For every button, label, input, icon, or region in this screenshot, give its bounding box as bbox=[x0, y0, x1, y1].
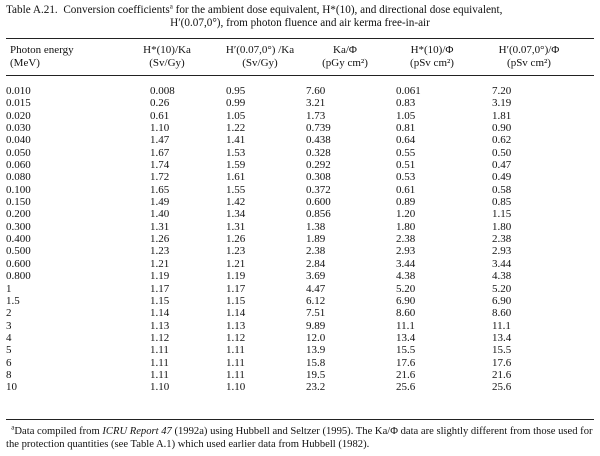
table-cell: 0.372 bbox=[306, 183, 331, 196]
table-cell: 17.6 bbox=[492, 356, 512, 369]
header-ka-phi: Ka/Φ (pGy cm²) bbox=[322, 44, 368, 69]
table-cell: 1.67 bbox=[150, 146, 170, 159]
table-row bbox=[6, 171, 594, 183]
table-cell: 1.22 bbox=[226, 122, 246, 135]
table-cell: 8.60 bbox=[396, 307, 416, 320]
table-cell: 7.51 bbox=[306, 307, 326, 320]
table-cell: 6.90 bbox=[396, 294, 416, 307]
table-cell: 1.89 bbox=[306, 233, 326, 246]
table-cell: 1.05 bbox=[226, 109, 246, 122]
table-cell: 4 bbox=[6, 331, 12, 344]
table-cell: 0.51 bbox=[396, 159, 416, 172]
table-cell: 1.14 bbox=[150, 307, 170, 320]
table-cell: 0.83 bbox=[396, 97, 416, 110]
table-cell: 1.10 bbox=[226, 381, 246, 394]
table-cell: 0.49 bbox=[492, 171, 512, 184]
table-cell: 1.05 bbox=[396, 109, 416, 122]
table-row bbox=[6, 270, 594, 282]
table-cell: 5.20 bbox=[396, 282, 416, 295]
table-cell: 1.11 bbox=[226, 368, 245, 381]
table-cell: 1.12 bbox=[150, 331, 170, 344]
table-cell: 0.81 bbox=[396, 122, 416, 135]
table-cell: 25.6 bbox=[396, 381, 416, 394]
table-cell: 3.21 bbox=[306, 97, 326, 110]
table-cell: 0.438 bbox=[306, 134, 331, 147]
top-rule bbox=[6, 38, 594, 39]
table-cell: 4.47 bbox=[306, 282, 326, 295]
table-row bbox=[6, 208, 594, 220]
table-cell: 1.19 bbox=[150, 270, 170, 283]
table-cell: 1.13 bbox=[226, 319, 246, 332]
table-cell: 6 bbox=[6, 356, 12, 369]
table-cell: 1.38 bbox=[306, 220, 326, 233]
table-row bbox=[6, 85, 594, 97]
table-cell: 0.008 bbox=[150, 85, 175, 97]
table-cell: 5.20 bbox=[492, 282, 512, 295]
table-row bbox=[6, 357, 594, 369]
table-cell: 1.21 bbox=[150, 257, 170, 270]
table-cell: 0.050 bbox=[6, 146, 31, 159]
table-row bbox=[6, 369, 594, 381]
table-row bbox=[6, 147, 594, 159]
table-cell: 7.20 bbox=[492, 85, 512, 97]
caption-line-1: Table A.21. Conversion coefficients$^a$ for the ambient dose equivalent, H*(10), and directional dose equivalent, bbox=[6, 2, 503, 16]
table-cell: 2.93 bbox=[396, 245, 416, 258]
table-row bbox=[6, 196, 594, 208]
table-caption bbox=[6, 4, 594, 30]
table-row bbox=[6, 233, 594, 245]
table-cell: 0.26 bbox=[150, 97, 170, 110]
table-cell: 1.31 bbox=[226, 220, 246, 233]
header-h10-phi: H*(10)/Φ (pSv cm²) bbox=[410, 44, 454, 69]
table-cell: 1.61 bbox=[226, 171, 246, 184]
table-cell: 8.60 bbox=[492, 307, 512, 320]
table-cell: 1.80 bbox=[396, 220, 416, 233]
header-rule bbox=[6, 75, 594, 76]
table-cell: 5 bbox=[6, 344, 12, 357]
table-cell: 2.38 bbox=[306, 245, 326, 258]
table-cell: 0.85 bbox=[492, 196, 512, 209]
table-cell: 0.500 bbox=[6, 245, 31, 258]
table-cell: 1.73 bbox=[306, 109, 326, 122]
table-cell: 0.080 bbox=[6, 171, 31, 184]
table-cell: 0.328 bbox=[306, 146, 331, 159]
table-row bbox=[6, 110, 594, 122]
table-cell: 1.26 bbox=[150, 233, 170, 246]
table-cell: 1.53 bbox=[226, 146, 246, 159]
header-h007-phi: H′(0.07,0°)/Φ (pSv cm²) bbox=[498, 44, 560, 69]
table-cell: 1.10 bbox=[150, 122, 170, 135]
table-cell: 1.55 bbox=[226, 183, 246, 196]
table-cell: 3 bbox=[6, 319, 12, 332]
table-cell: 1.14 bbox=[226, 307, 246, 320]
table-cell: 2.38 bbox=[396, 233, 416, 246]
table-cell: 1.20 bbox=[396, 208, 416, 221]
data-table bbox=[6, 85, 594, 394]
table-cell: 13.9 bbox=[306, 344, 326, 357]
table-cell: 0.856 bbox=[306, 208, 331, 221]
table-cell: 1.11 bbox=[150, 368, 169, 381]
table-cell: 0.061 bbox=[396, 85, 421, 97]
table-cell: 1.17 bbox=[226, 282, 246, 295]
table-cell: 25.6 bbox=[492, 381, 512, 394]
table-cell: 0.61 bbox=[396, 183, 416, 196]
table-cell: 1.81 bbox=[492, 109, 512, 122]
table-cell: 3.44 bbox=[492, 257, 512, 270]
table-cell: 0.030 bbox=[6, 122, 31, 135]
table-cell: 3.19 bbox=[492, 97, 512, 110]
table-cell: 0.53 bbox=[396, 171, 416, 184]
table-cell: 1.15 bbox=[226, 294, 246, 307]
table-cell: 0.015 bbox=[6, 97, 31, 110]
table-cell: 0.308 bbox=[306, 171, 331, 184]
table-cell: 0.62 bbox=[492, 134, 512, 147]
table-cell: 1.11 bbox=[150, 356, 169, 369]
table-cell: 8 bbox=[6, 368, 12, 381]
table-cell: 1.10 bbox=[150, 381, 170, 394]
bottom-rule bbox=[6, 419, 594, 420]
table-row bbox=[6, 245, 594, 257]
table-row bbox=[6, 221, 594, 233]
table-cell: 0.99 bbox=[226, 97, 246, 110]
table-cell: 1.34 bbox=[226, 208, 246, 221]
table-cell: 1.26 bbox=[226, 233, 246, 246]
table-cell: 2.38 bbox=[492, 233, 512, 246]
table-cell: 15.8 bbox=[306, 356, 326, 369]
table-cell: 0.100 bbox=[6, 183, 31, 196]
table-cell: 1.31 bbox=[150, 220, 170, 233]
table-cell: 1.23 bbox=[150, 245, 170, 258]
table-cell: 1.65 bbox=[150, 183, 170, 196]
table-cell: 0.010 bbox=[6, 85, 31, 97]
table-cell: 0.739 bbox=[306, 122, 331, 135]
table-cell: 13.4 bbox=[396, 331, 416, 344]
table-cell: 4.38 bbox=[396, 270, 416, 283]
table-cell: 1.15 bbox=[150, 294, 170, 307]
table-cell: 1.11 bbox=[226, 344, 245, 357]
table-row bbox=[6, 283, 594, 295]
table-cell: 0.64 bbox=[396, 134, 416, 147]
table-cell: 1.11 bbox=[150, 344, 169, 357]
table-cell: 9.89 bbox=[306, 319, 326, 332]
table-cell: 21.6 bbox=[396, 368, 416, 381]
table-cell: 0.95 bbox=[226, 85, 246, 97]
table-row bbox=[6, 97, 594, 109]
table-cell: 21.6 bbox=[492, 368, 512, 381]
table-cell: 0.400 bbox=[6, 233, 31, 246]
table-cell: 0.150 bbox=[6, 196, 31, 209]
table-cell: 1.11 bbox=[226, 356, 245, 369]
table-row bbox=[6, 258, 594, 270]
table-cell: 0.50 bbox=[492, 146, 512, 159]
table-cell: 0.200 bbox=[6, 208, 31, 221]
table-cell: 15.5 bbox=[492, 344, 512, 357]
table-cell: 0.90 bbox=[492, 122, 512, 135]
table-cell: 1.19 bbox=[226, 270, 246, 283]
table-cell: 1.13 bbox=[150, 319, 170, 332]
table-cell: 15.5 bbox=[396, 344, 416, 357]
table-cell: 2 bbox=[6, 307, 12, 320]
table-cell: 1.74 bbox=[150, 159, 170, 172]
table-cell: 0.47 bbox=[492, 159, 512, 172]
table-cell: 6.90 bbox=[492, 294, 512, 307]
table-cell: 6.12 bbox=[306, 294, 326, 307]
table-cell: 1 bbox=[6, 282, 12, 295]
table-cell: 1.17 bbox=[150, 282, 170, 295]
table-cell: 0.020 bbox=[6, 109, 31, 122]
header-h007-ka: H′(0.07,0°) /Ka (Sv/Gy) bbox=[225, 44, 295, 69]
table-row bbox=[6, 184, 594, 196]
table-row bbox=[6, 307, 594, 319]
table-cell: 1.59 bbox=[226, 159, 246, 172]
table-row bbox=[6, 320, 594, 332]
table-row bbox=[6, 134, 594, 146]
table-cell: 1.80 bbox=[492, 220, 512, 233]
table-cell: 1.15 bbox=[492, 208, 512, 221]
table-cell: 23.2 bbox=[306, 381, 326, 394]
table-cell: 13.4 bbox=[492, 331, 512, 344]
table-cell: 7.60 bbox=[306, 85, 326, 97]
table-cell: 0.300 bbox=[6, 220, 31, 233]
table-cell: 0.89 bbox=[396, 196, 416, 209]
table-cell: 11.1 bbox=[396, 319, 415, 332]
table-cell: 0.61 bbox=[150, 109, 170, 122]
table-cell: 10 bbox=[6, 381, 17, 394]
table-cell: 0.292 bbox=[306, 159, 331, 172]
table-cell: 0.800 bbox=[6, 270, 31, 283]
table-cell: 0.58 bbox=[492, 183, 512, 196]
table-cell: 11.1 bbox=[492, 319, 511, 332]
table-cell: 1.5 bbox=[6, 294, 20, 307]
table-cell: 0.600 bbox=[306, 196, 331, 209]
table-cell: 1.47 bbox=[150, 134, 170, 147]
table-row bbox=[6, 159, 594, 171]
table-row bbox=[6, 332, 594, 344]
table-cell: 2.93 bbox=[492, 245, 512, 258]
table-row bbox=[6, 381, 594, 393]
table-cell: 17.6 bbox=[396, 356, 416, 369]
header-h10-ka: H*(10)/Ka (Sv/Gy) bbox=[143, 44, 191, 69]
table-cell: 0.060 bbox=[6, 159, 31, 172]
table-cell: 1.42 bbox=[226, 196, 246, 209]
table-cell: 4.38 bbox=[492, 270, 512, 283]
table-cell: 0.55 bbox=[396, 146, 416, 159]
table-cell: 1.21 bbox=[226, 257, 246, 270]
table-cell: 0.040 bbox=[6, 134, 31, 147]
footnote: $^a$Data compiled from ICRU Report 47 (1992a) using Hubbell and Seltzer (1995). The Ka/Φ data are slightly different from those used for the protection quantities (see Table A.1) which used earlier data from Hubbell (1982). bbox=[6, 423, 593, 450]
table-row bbox=[6, 295, 594, 307]
table-row bbox=[6, 122, 594, 134]
table-cell: 12.0 bbox=[306, 331, 326, 344]
table-cell: 1.49 bbox=[150, 196, 170, 209]
table-cell: 3.44 bbox=[396, 257, 416, 270]
table-cell: 2.84 bbox=[306, 257, 326, 270]
table-cell: 3.69 bbox=[306, 270, 326, 283]
table-cell: 1.40 bbox=[150, 208, 170, 221]
caption-line-2: H′(0.07,0°), from photon fluence and air kerma free-in-air bbox=[170, 17, 430, 29]
header-photon-energy: Photon energy (MeV) bbox=[10, 44, 74, 69]
table-cell: 0.600 bbox=[6, 257, 31, 270]
table-cell: 1.72 bbox=[150, 171, 170, 184]
table-row bbox=[6, 344, 594, 356]
table-cell: 19.5 bbox=[306, 368, 326, 381]
table-cell: 1.12 bbox=[226, 331, 246, 344]
table-cell: 1.23 bbox=[226, 245, 246, 258]
table-cell: 1.41 bbox=[226, 134, 246, 147]
